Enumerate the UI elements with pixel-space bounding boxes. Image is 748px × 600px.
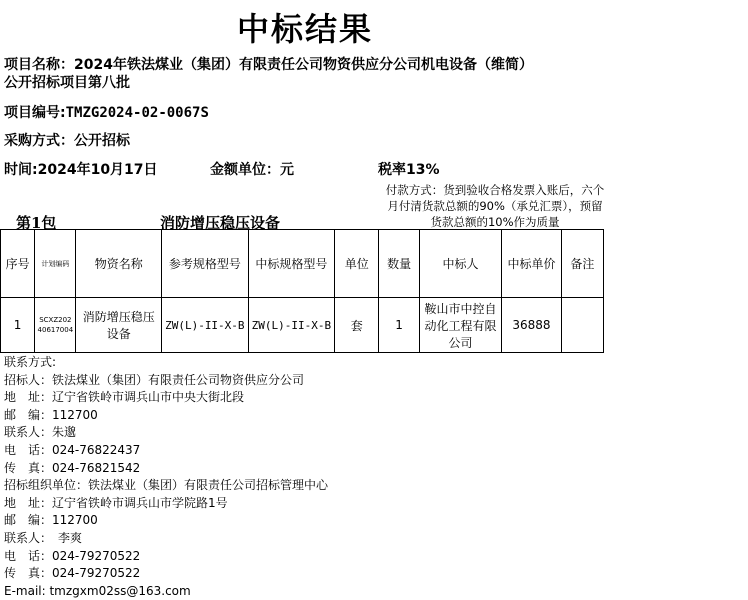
header-qty: 数量 <box>379 230 419 298</box>
method-row <box>4 130 130 150</box>
cell-winner: 鞍山市中控自动化工程有限公司 <box>419 298 502 353</box>
cell-material: 消防增压稳压设备 <box>76 298 162 353</box>
project-no-row <box>4 102 209 122</box>
header-price: 中标单价 <box>502 230 561 298</box>
header-win-spec: 中标规格型号 <box>248 230 335 298</box>
header-no: 序号 <box>1 230 35 298</box>
cell-qty: 1 <box>379 298 419 353</box>
amount-unit-row <box>210 159 294 179</box>
project-no: TMZG2024-02-0067S <box>65 105 209 121</box>
header-ref-spec: 参考规格型号 <box>162 230 249 298</box>
contact-line: 传 真：024-76821542 <box>4 460 141 475</box>
header-plan-code: 计划编码 <box>35 230 76 298</box>
package-label: 第1包 <box>16 214 57 232</box>
contact-line: 邮 编：112700 <box>4 513 98 528</box>
header-unit: 单位 <box>335 230 379 298</box>
contact-email[interactable]: E-mail: tmzgxm02ss@163.com <box>4 583 191 598</box>
contact-line: 联系人：朱邈 <box>4 425 77 440</box>
contact-line: 地 址：辽宁省铁岭市调兵山市学院路1号 <box>4 495 228 510</box>
contact-heading: 联系方式: <box>4 355 57 369</box>
package-name: 消防增压稳压设备 <box>160 214 281 232</box>
project-name-row <box>4 54 533 74</box>
project-name-line1: 2024年铁法煤业（集团）有限责任公司物资供应分公司机电设备（维简） <box>74 57 533 73</box>
payment-terms: 付款方式：货到验收合格发票入账后，六个月付清货款总额的90%（承兑汇票），预留货款总额的10%作为质量 <box>385 183 605 229</box>
time-label: 时间: <box>4 162 38 178</box>
contact-line: 联系人： 李爽 <box>4 530 83 545</box>
contact-line: 招标组织单位：铁法煤业（集团）有限责任公司招标管理中心 <box>4 478 329 493</box>
table-row <box>1 298 604 353</box>
contact-line: 电 话：024-79270522 <box>4 548 141 563</box>
tax-rate-row <box>378 159 440 179</box>
cell-price: 36888 <box>502 298 561 353</box>
contact-block <box>4 354 328 600</box>
contact-line: 地 址：辽宁省铁岭市调兵山市中央大街北段 <box>4 390 245 405</box>
time: 2024年10月17日 <box>37 162 158 178</box>
project-name-label: 项目名称： <box>4 57 74 73</box>
cell-unit: 套 <box>335 298 379 353</box>
award-table <box>0 229 604 353</box>
table-header-row <box>1 230 604 298</box>
contact-line: 邮 编：112700 <box>4 407 98 422</box>
cell-ref-spec: ZW(L)-II-X-B <box>162 298 249 353</box>
method-label: 采购方式： <box>4 133 74 149</box>
header-winner: 中标人 <box>419 230 502 298</box>
contact-line: 传 真：024-79270522 <box>4 566 141 581</box>
cell-remark <box>561 298 603 353</box>
amount-unit-label: 金额单位： <box>210 162 280 178</box>
method: 公开招标 <box>74 133 130 149</box>
header-material: 物资名称 <box>76 230 162 298</box>
cell-win-spec: ZW(L)-II-X-B <box>248 298 335 353</box>
contact-line: 电 话：024-76822437 <box>4 442 141 457</box>
amount-unit: 元 <box>280 162 294 178</box>
cell-no: 1 <box>1 298 35 353</box>
cell-plan-code: SCXZ20240617004 <box>35 298 76 353</box>
time-row <box>4 159 158 179</box>
project-name-line2: 公开招标项目第八批 <box>4 75 130 91</box>
page-title: 中标结果 <box>236 10 373 48</box>
contact-line: 招标人：铁法煤业（集团）有限责任公司物资供应分公司 <box>4 372 305 387</box>
header-remark: 备注 <box>561 230 603 298</box>
project-no-label: 项目编号: <box>4 105 66 121</box>
tax-rate: 13% <box>406 162 440 178</box>
tax-rate-label: 税率 <box>378 162 406 178</box>
